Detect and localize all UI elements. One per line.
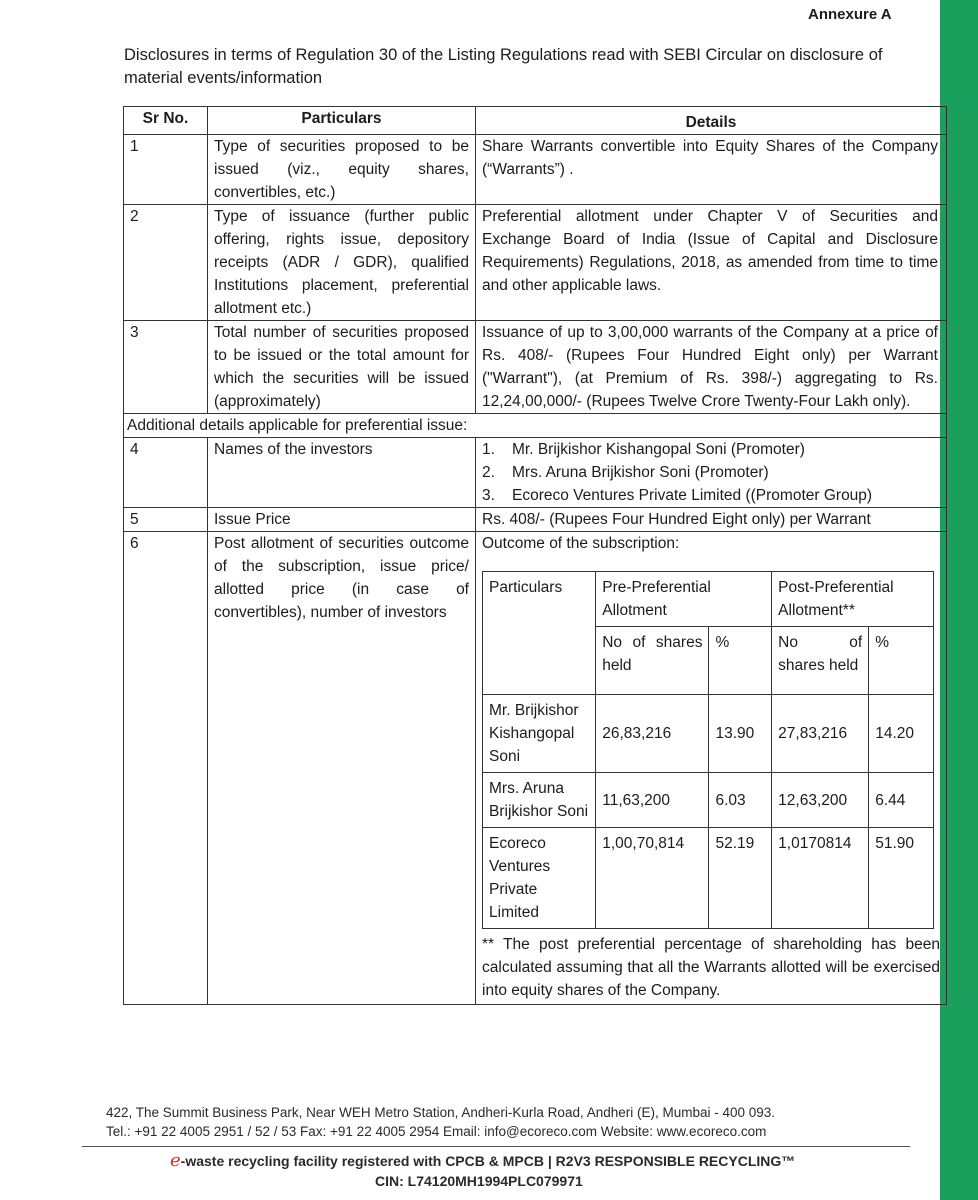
table-row bbox=[124, 205, 947, 321]
row-sr: 1 bbox=[124, 135, 208, 205]
sub-header-pct-pre: % bbox=[709, 627, 772, 695]
additional-details-row bbox=[124, 414, 947, 438]
post-percent: 14.20 bbox=[869, 695, 934, 773]
row-particulars: Total number of securities proposed to be issued or the total amount for which the securities will be issued (approximately) bbox=[208, 321, 476, 414]
table-row bbox=[124, 438, 947, 508]
post-shares: 1,0170814 bbox=[772, 828, 869, 929]
footer-cin: CIN: L74120MH1994PLC079971 bbox=[375, 1173, 583, 1189]
row-sr: 4 bbox=[124, 438, 208, 508]
row-sr: 3 bbox=[124, 321, 208, 414]
row-details: Rs. 408/- (Rupees Four Hundred Eight only) per Warrant bbox=[476, 508, 947, 532]
post-shares: 27,83,216 bbox=[772, 695, 869, 773]
list-item: 1. Mr. Brijkishor Kishangopal Soni (Promoter) bbox=[482, 441, 805, 458]
sub-header-no-pre: No of shares held bbox=[596, 627, 709, 695]
row-sr: 2 bbox=[124, 205, 208, 321]
investor-list bbox=[482, 438, 940, 507]
holder-name: Mrs. Aruna Brijkishor Soni bbox=[483, 773, 596, 828]
table-header-row bbox=[124, 107, 947, 135]
outcome-cell bbox=[476, 532, 947, 1005]
shareholding-table bbox=[482, 571, 934, 929]
post-shares: 12,63,200 bbox=[772, 773, 869, 828]
holder-name: Ecoreco Ventures Private Limited bbox=[483, 828, 596, 929]
list-item: 2. Mrs. Aruna Brijkishor Soni (Promoter) bbox=[482, 464, 769, 481]
table-row bbox=[483, 695, 934, 773]
row-particulars: Type of securities proposed to be issued (viz., equity shares, convertibles, etc.) bbox=[208, 135, 476, 205]
row-details: Preferential allotment under Chapter V of Securities and Exchange Board of India (Issue of Capital and Disclosure Requirements) Regulations, 2018, as amended from time to time and other applicable laws. bbox=[476, 205, 947, 321]
footer-contact: Tel.: +91 22 4005 2951 / 52 / 53 Fax: +91 22 4005 2954 Email: info@ecoreco.com Website: www.ecoreco.com bbox=[106, 1124, 767, 1139]
post-percent: 51.90 bbox=[869, 828, 934, 929]
row-details: Share Warrants convertible into Equity Shares of the Company (“Warrants”) . bbox=[476, 135, 947, 205]
row-particulars: Names of the investors bbox=[208, 438, 476, 508]
intro-paragraph: Disclosures in terms of Regulation 30 of the Listing Regulations read with SEBI Circular on disclosure of material events/information bbox=[124, 46, 883, 87]
pre-percent: 6.03 bbox=[709, 773, 772, 828]
table-row bbox=[124, 532, 947, 1005]
header-sr: Sr No. bbox=[124, 107, 208, 135]
footer-tagline-text: -waste recycling facility registered with CPCB & MPCB | R2V3 RESPONSIBLE RECYCLING™ bbox=[180, 1153, 796, 1169]
pre-shares: 26,83,216 bbox=[596, 695, 709, 773]
table-row bbox=[483, 773, 934, 828]
disclosure-table bbox=[123, 106, 947, 1005]
additional-details-heading: Additional details applicable for preferential issue: bbox=[124, 414, 947, 438]
row-sr: 5 bbox=[124, 508, 208, 532]
table-row bbox=[483, 828, 934, 929]
footer-tagline bbox=[170, 1150, 795, 1171]
table-row bbox=[124, 321, 947, 414]
pre-shares: 1,00,70,814 bbox=[596, 828, 709, 929]
pre-percent: 13.90 bbox=[709, 695, 772, 773]
sub-header-particulars: Particulars bbox=[483, 572, 596, 695]
footer-address: 422, The Summit Business Park, Near WEH Metro Station, Andheri-Kurla Road, Andheri (E), Mumbai - 400 093. bbox=[106, 1105, 776, 1120]
footer-address-block bbox=[106, 1103, 775, 1141]
row-particulars: Type of issuance (further public offering, rights issue, depository receipts (ADR / GDR), qualified Institutions placement, preferential allotment etc.) bbox=[208, 205, 476, 321]
sub-header-pre: Pre-Preferential Allotment bbox=[596, 572, 772, 627]
table-row bbox=[124, 135, 947, 205]
footnote: ** The post preferential percentage of shareholding has been calculated assuming that all the Warrants allotted will be exercised into equity shares of the Company. bbox=[482, 936, 940, 999]
shareholding-header-row bbox=[483, 572, 934, 627]
row-particulars: Post allotment of securities outcome of the subscription, issue price/ allotted price (in case of convertibles), number of investors bbox=[208, 532, 476, 1005]
row-sr: 6 bbox=[124, 532, 208, 1005]
footer-divider bbox=[82, 1146, 910, 1147]
outcome-label: Outcome of the subscription: bbox=[482, 535, 680, 552]
table-row bbox=[124, 508, 947, 532]
row-details: Issuance of up to 3,00,000 warrants of the Company at a price of Rs. 408/- (Rupees Four Hundred Eight only) per Warrant ("Warrant"), (at Premium of Rs. 398/-) aggregating to Rs. 12,24,00,000/- (Rupees Twelve Crore Twenty-Four Lakh only). bbox=[476, 321, 947, 414]
row-particulars: Issue Price bbox=[208, 508, 476, 532]
list-item: 3. Ecoreco Ventures Private Limited ((Promoter Group) bbox=[482, 487, 873, 504]
pre-shares: 11,63,200 bbox=[596, 773, 709, 828]
post-percent: 6.44 bbox=[869, 773, 934, 828]
sub-header-post: Post-Preferential Allotment** bbox=[772, 572, 934, 627]
header-particulars: Particulars bbox=[208, 107, 476, 135]
holder-name: Mr. Brijkishor Kishangopal Soni bbox=[483, 695, 596, 773]
pre-percent: 52.19 bbox=[709, 828, 772, 929]
sub-header-pct-post: % bbox=[869, 627, 934, 695]
annexure-label: Annexure A bbox=[808, 6, 892, 23]
sub-header-no-post: No of shares held bbox=[772, 627, 869, 695]
header-details: Details bbox=[476, 107, 947, 135]
ewaste-logo-icon: e bbox=[170, 1150, 181, 1171]
investor-list-cell bbox=[476, 438, 947, 508]
